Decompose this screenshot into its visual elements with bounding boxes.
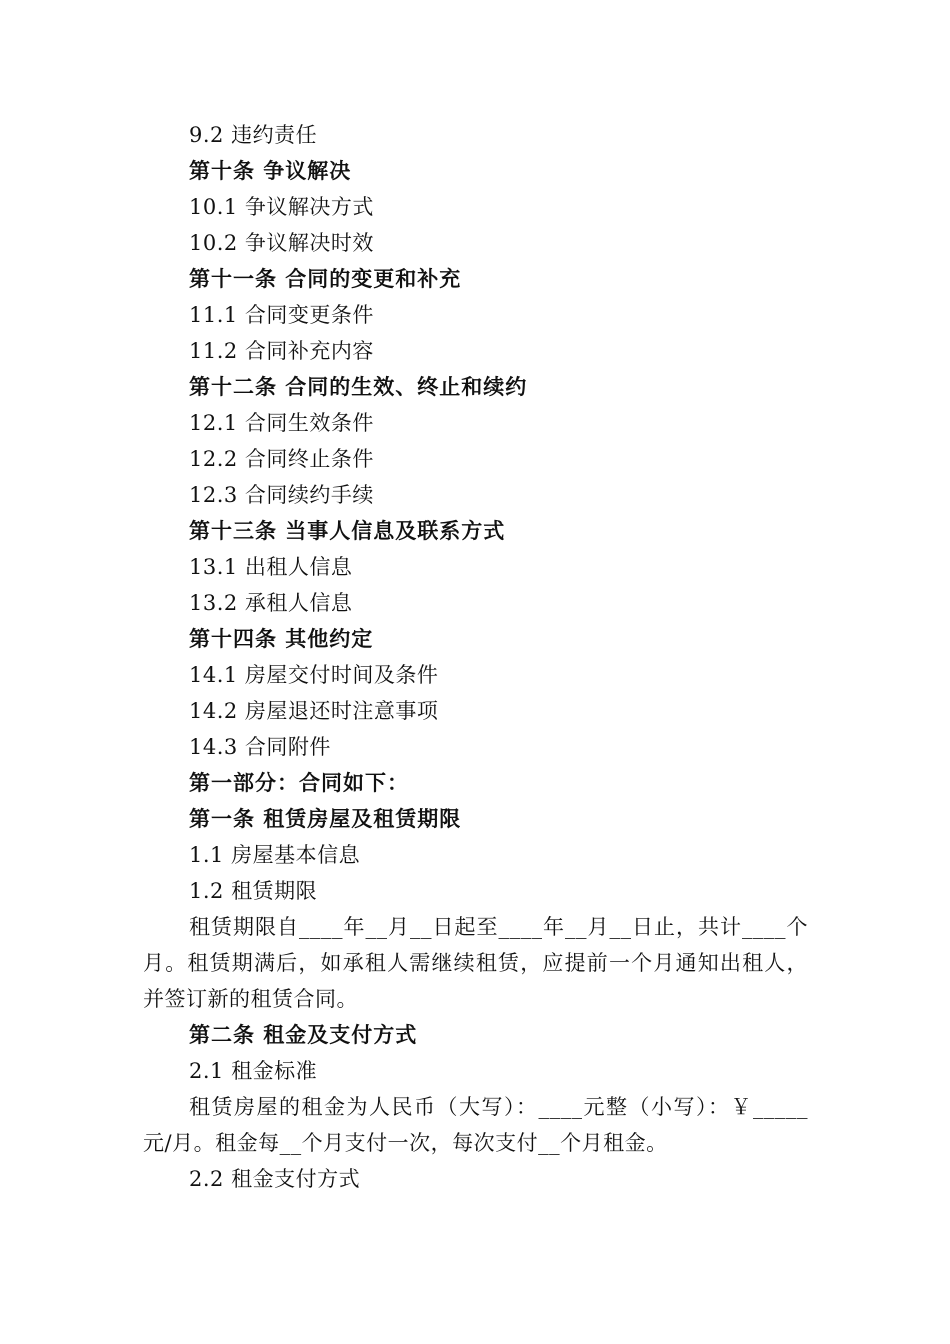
clause-item: 13.2 承租人信息 bbox=[189, 591, 353, 615]
section-heading: 第十二条 合同的生效、终止和续约 bbox=[189, 375, 528, 399]
lease-term-paragraph: 租赁期限自____年__月__日起至____年__月__日止，共计____个月。租赁期满后，如承租人需继续租赁，应提前一个月通知出租人，并签订新的租赁合同。 bbox=[143, 915, 808, 1011]
clause-item: 14.3 合同附件 bbox=[189, 735, 331, 759]
clause-item: 14.2 房屋退还时注意事项 bbox=[189, 699, 439, 723]
clause-item: 9.2 违约责任 bbox=[189, 123, 318, 147]
clause-item: 11.1 合同变更条件 bbox=[189, 303, 374, 327]
clause-rent-payment: 2.2 租金支付方式 bbox=[189, 1167, 361, 1191]
clause-item: 12.3 合同续约手续 bbox=[189, 483, 374, 507]
clause-rent-standard: 2.1 租金标准 bbox=[189, 1059, 318, 1083]
clause-item: 11.2 合同补充内容 bbox=[189, 339, 374, 363]
section-heading-rent: 第二条 租金及支付方式 bbox=[189, 1023, 418, 1047]
section-heading: 第十三条 当事人信息及联系方式 bbox=[189, 519, 506, 543]
clause-item: 14.1 房屋交付时间及条件 bbox=[189, 663, 439, 687]
clause-item: 1.1 房屋基本信息 bbox=[189, 843, 361, 867]
section-heading: 第一条 租赁房屋及租赁期限 bbox=[189, 807, 462, 831]
clause-item: 10.1 争议解决方式 bbox=[189, 195, 374, 219]
clause-item: 10.2 争议解决时效 bbox=[189, 231, 374, 255]
section-heading: 第十一条 合同的变更和补充 bbox=[189, 267, 462, 291]
clause-item: 1.2 租赁期限 bbox=[189, 879, 318, 903]
rent-paragraph: 租赁房屋的租金为人民币（大写）：____元整（小写）：￥_____元/月。租金每__个月支付一次，每次支付__个月租金。 bbox=[143, 1095, 808, 1155]
clause-item: 12.1 合同生效条件 bbox=[189, 411, 374, 435]
clause-item: 12.2 合同终止条件 bbox=[189, 447, 374, 471]
document-body bbox=[143, 117, 808, 1197]
section-heading: 第十四条 其他约定 bbox=[189, 627, 374, 651]
outline-list bbox=[143, 117, 808, 909]
clause-item: 13.1 出租人信息 bbox=[189, 555, 353, 579]
section-heading: 第十条 争议解决 bbox=[189, 159, 352, 183]
section-heading: 第一部分：合同如下： bbox=[189, 771, 409, 795]
